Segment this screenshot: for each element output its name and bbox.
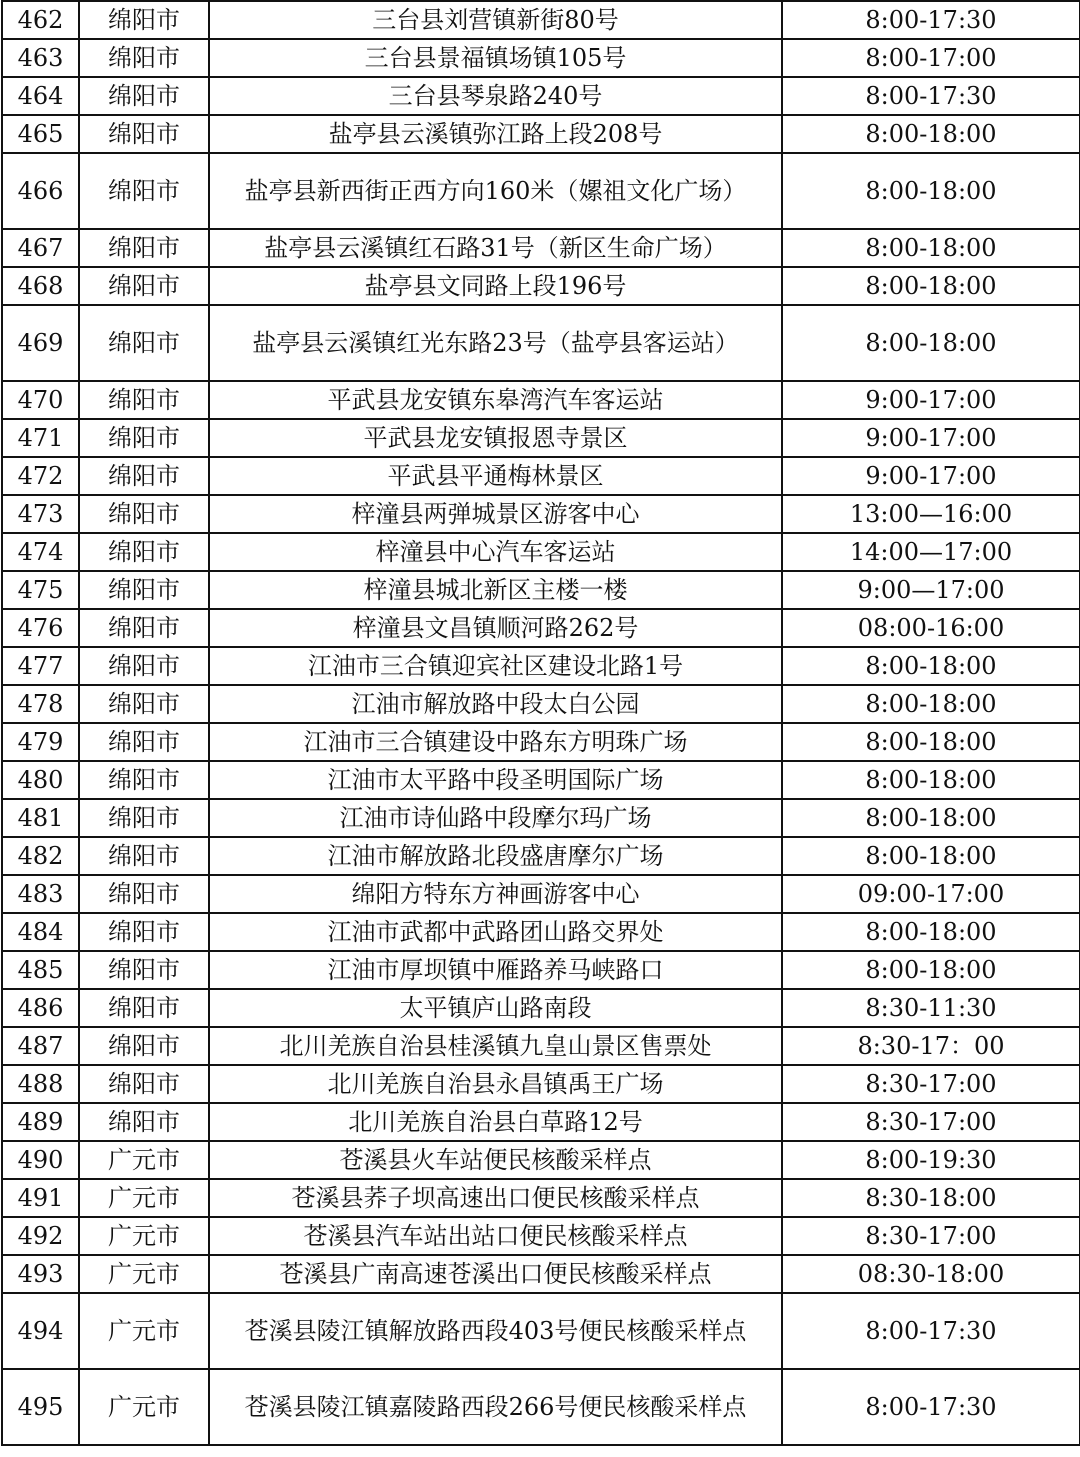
- hours-cell: 9:00-17:00: [782, 419, 1080, 457]
- row-number-cell: 468: [2, 267, 79, 305]
- address-cell: 盐亭县云溪镇弥江路上段208号: [209, 115, 782, 153]
- hours-cell: 8:00-18:00: [782, 685, 1080, 723]
- hours-cell: 8:00-18:00: [782, 305, 1080, 381]
- row-number-cell: 487: [2, 1027, 79, 1065]
- city-cell: 绵阳市: [79, 609, 209, 647]
- table-row: [2, 153, 1080, 229]
- city-cell: 绵阳市: [79, 989, 209, 1027]
- address-cell: 江油市诗仙路中段摩尔玛广场: [209, 799, 782, 837]
- address-cell: 苍溪县陵江镇解放路西段403号便民核酸采样点: [209, 1293, 782, 1369]
- hours-cell: 8:00-17:30: [782, 1, 1080, 39]
- table-row: [2, 1065, 1080, 1103]
- row-number-cell: 491: [2, 1179, 79, 1217]
- row-number-cell: 490: [2, 1141, 79, 1179]
- table-row: [2, 1103, 1080, 1141]
- row-number-cell: 488: [2, 1065, 79, 1103]
- row-number-cell: 494: [2, 1293, 79, 1369]
- city-cell: 绵阳市: [79, 533, 209, 571]
- row-number-cell: 481: [2, 799, 79, 837]
- hours-cell: 9:00-17:00: [782, 457, 1080, 495]
- hours-cell: 8:00-17:30: [782, 77, 1080, 115]
- row-number-cell: 464: [2, 77, 79, 115]
- row-number-cell: 480: [2, 761, 79, 799]
- city-cell: 广元市: [79, 1293, 209, 1369]
- hours-cell: 09:00-17:00: [782, 875, 1080, 913]
- hours-cell: 8:00-18:00: [782, 115, 1080, 153]
- table-row: [2, 723, 1080, 761]
- city-cell: 绵阳市: [79, 875, 209, 913]
- hours-cell: 08:00-16:00: [782, 609, 1080, 647]
- address-cell: 三台县琴泉路240号: [209, 77, 782, 115]
- hours-cell: 8:30-17：00: [782, 1027, 1080, 1065]
- city-cell: 广元市: [79, 1369, 209, 1445]
- table-row: [2, 1179, 1080, 1217]
- table-row: [2, 419, 1080, 457]
- table-row: [2, 1255, 1080, 1293]
- address-cell: 苍溪县荞子坝高速出口便民核酸采样点: [209, 1179, 782, 1217]
- hours-cell: 8:00-17:30: [782, 1369, 1080, 1445]
- row-number-cell: 477: [2, 647, 79, 685]
- address-cell: 平武县龙安镇报恩寺景区: [209, 419, 782, 457]
- address-cell: 太平镇庐山路南段: [209, 989, 782, 1027]
- table-row: [2, 229, 1080, 267]
- city-cell: 绵阳市: [79, 647, 209, 685]
- hours-cell: 8:00-18:00: [782, 761, 1080, 799]
- address-cell: 梓潼县城北新区主楼一楼: [209, 571, 782, 609]
- row-number-cell: 471: [2, 419, 79, 457]
- city-cell: 绵阳市: [79, 837, 209, 875]
- row-number-cell: 484: [2, 913, 79, 951]
- address-cell: 盐亭县云溪镇红石路31号（新区生命广场）: [209, 229, 782, 267]
- hours-cell: 8:30-17:00: [782, 1217, 1080, 1255]
- table-row: [2, 1217, 1080, 1255]
- row-number-cell: 476: [2, 609, 79, 647]
- row-number-cell: 474: [2, 533, 79, 571]
- hours-cell: 14:00—17:00: [782, 533, 1080, 571]
- address-cell: 江油市太平路中段圣明国际广场: [209, 761, 782, 799]
- table-row: [2, 609, 1080, 647]
- city-cell: 广元市: [79, 1217, 209, 1255]
- city-cell: 绵阳市: [79, 799, 209, 837]
- address-cell: 三台县景福镇场镇105号: [209, 39, 782, 77]
- hours-cell: 8:00-18:00: [782, 647, 1080, 685]
- row-number-cell: 479: [2, 723, 79, 761]
- hours-cell: 08:30-18:00: [782, 1255, 1080, 1293]
- table-row: [2, 951, 1080, 989]
- table-row: [2, 1141, 1080, 1179]
- address-cell: 江油市解放路北段盛唐摩尔广场: [209, 837, 782, 875]
- city-cell: 绵阳市: [79, 761, 209, 799]
- address-cell: 平武县平通梅林景区: [209, 457, 782, 495]
- hours-cell: 8:00-18:00: [782, 799, 1080, 837]
- table-body: [2, 1, 1080, 1445]
- row-number-cell: 463: [2, 39, 79, 77]
- hours-cell: 13:00—16:00: [782, 495, 1080, 533]
- city-cell: 绵阳市: [79, 951, 209, 989]
- hours-cell: 8:00-18:00: [782, 723, 1080, 761]
- table-row: [2, 39, 1080, 77]
- hours-cell: 8:00-18:00: [782, 267, 1080, 305]
- table-row: [2, 381, 1080, 419]
- address-cell: 盐亭县文同路上段196号: [209, 267, 782, 305]
- row-number-cell: 466: [2, 153, 79, 229]
- table-row: [2, 1293, 1080, 1369]
- address-cell: 盐亭县新西街正西方向160米（嫘祖文化广场）: [209, 153, 782, 229]
- row-number-cell: 465: [2, 115, 79, 153]
- city-cell: 绵阳市: [79, 229, 209, 267]
- hours-cell: 8:00-18:00: [782, 913, 1080, 951]
- hours-cell: 8:30-17:00: [782, 1065, 1080, 1103]
- row-number-cell: 482: [2, 837, 79, 875]
- table-row: [2, 533, 1080, 571]
- city-cell: 绵阳市: [79, 723, 209, 761]
- address-cell: 苍溪县汽车站出站口便民核酸采样点: [209, 1217, 782, 1255]
- address-cell: 盐亭县云溪镇红光东路23号（盐亭县客运站）: [209, 305, 782, 381]
- address-cell: 梓潼县两弹城景区游客中心: [209, 495, 782, 533]
- table-row: [2, 457, 1080, 495]
- table-row: [2, 837, 1080, 875]
- hours-cell: 8:00-17:00: [782, 39, 1080, 77]
- table-row: [2, 1369, 1080, 1445]
- testing-sites-table: [1, 0, 1080, 1446]
- table-row: [2, 989, 1080, 1027]
- table-row: [2, 875, 1080, 913]
- hours-cell: 9:00—17:00: [782, 571, 1080, 609]
- address-cell: 平武县龙安镇东皋湾汽车客运站: [209, 381, 782, 419]
- row-number-cell: 467: [2, 229, 79, 267]
- table-row: [2, 761, 1080, 799]
- city-cell: 绵阳市: [79, 267, 209, 305]
- city-cell: 绵阳市: [79, 685, 209, 723]
- city-cell: 绵阳市: [79, 305, 209, 381]
- city-cell: 绵阳市: [79, 77, 209, 115]
- hours-cell: 9:00-17:00: [782, 381, 1080, 419]
- table-row: [2, 571, 1080, 609]
- city-cell: 绵阳市: [79, 1065, 209, 1103]
- table-row: [2, 115, 1080, 153]
- city-cell: 绵阳市: [79, 1, 209, 39]
- city-cell: 绵阳市: [79, 1027, 209, 1065]
- row-number-cell: 489: [2, 1103, 79, 1141]
- address-cell: 三台县刘营镇新街80号: [209, 1, 782, 39]
- city-cell: 绵阳市: [79, 571, 209, 609]
- city-cell: 广元市: [79, 1179, 209, 1217]
- table-row: [2, 267, 1080, 305]
- city-cell: 广元市: [79, 1141, 209, 1179]
- address-cell: 北川羌族自治县桂溪镇九皇山景区售票处: [209, 1027, 782, 1065]
- hours-cell: 8:30-11:30: [782, 989, 1080, 1027]
- row-number-cell: 493: [2, 1255, 79, 1293]
- address-cell: 江油市武都中武路团山路交界处: [209, 913, 782, 951]
- row-number-cell: 486: [2, 989, 79, 1027]
- address-cell: 江油市厚坝镇中雁路养马峡路口: [209, 951, 782, 989]
- row-number-cell: 469: [2, 305, 79, 381]
- city-cell: 绵阳市: [79, 913, 209, 951]
- city-cell: 绵阳市: [79, 39, 209, 77]
- row-number-cell: 492: [2, 1217, 79, 1255]
- address-cell: 绵阳方特东方神画游客中心: [209, 875, 782, 913]
- table-row: [2, 77, 1080, 115]
- hours-cell: 8:30-17:00: [782, 1103, 1080, 1141]
- address-cell: 江油市三合镇迎宾社区建设北路1号: [209, 647, 782, 685]
- city-cell: 绵阳市: [79, 115, 209, 153]
- address-cell: 苍溪县火车站便民核酸采样点: [209, 1141, 782, 1179]
- hours-cell: 8:30-18:00: [782, 1179, 1080, 1217]
- address-cell: 江油市解放路中段太白公园: [209, 685, 782, 723]
- city-cell: 绵阳市: [79, 381, 209, 419]
- address-cell: 江油市三合镇建设中路东方明珠广场: [209, 723, 782, 761]
- address-cell: 梓潼县文昌镇顺河路262号: [209, 609, 782, 647]
- hours-cell: 8:00-17:30: [782, 1293, 1080, 1369]
- city-cell: 绵阳市: [79, 495, 209, 533]
- address-cell: 梓潼县中心汽车客运站: [209, 533, 782, 571]
- row-number-cell: 470: [2, 381, 79, 419]
- address-cell: 苍溪县陵江镇嘉陵路西段266号便民核酸采样点: [209, 1369, 782, 1445]
- row-number-cell: 475: [2, 571, 79, 609]
- city-cell: 绵阳市: [79, 1103, 209, 1141]
- city-cell: 绵阳市: [79, 457, 209, 495]
- row-number-cell: 473: [2, 495, 79, 533]
- city-cell: 广元市: [79, 1255, 209, 1293]
- table-row: [2, 1, 1080, 39]
- address-cell: 北川羌族自治县永昌镇禹王广场: [209, 1065, 782, 1103]
- table-row: [2, 799, 1080, 837]
- address-cell: 苍溪县广南高速苍溪出口便民核酸采样点: [209, 1255, 782, 1293]
- row-number-cell: 483: [2, 875, 79, 913]
- hours-cell: 8:00-19:30: [782, 1141, 1080, 1179]
- row-number-cell: 485: [2, 951, 79, 989]
- hours-cell: 8:00-18:00: [782, 951, 1080, 989]
- table-row: [2, 305, 1080, 381]
- table-row: [2, 913, 1080, 951]
- hours-cell: 8:00-18:00: [782, 837, 1080, 875]
- address-cell: 北川羌族自治县白草路12号: [209, 1103, 782, 1141]
- table-row: [2, 685, 1080, 723]
- row-number-cell: 495: [2, 1369, 79, 1445]
- table-row: [2, 647, 1080, 685]
- hours-cell: 8:00-18:00: [782, 153, 1080, 229]
- city-cell: 绵阳市: [79, 419, 209, 457]
- row-number-cell: 472: [2, 457, 79, 495]
- hours-cell: 8:00-18:00: [782, 229, 1080, 267]
- city-cell: 绵阳市: [79, 153, 209, 229]
- row-number-cell: 462: [2, 1, 79, 39]
- table-row: [2, 1027, 1080, 1065]
- row-number-cell: 478: [2, 685, 79, 723]
- table-row: [2, 495, 1080, 533]
